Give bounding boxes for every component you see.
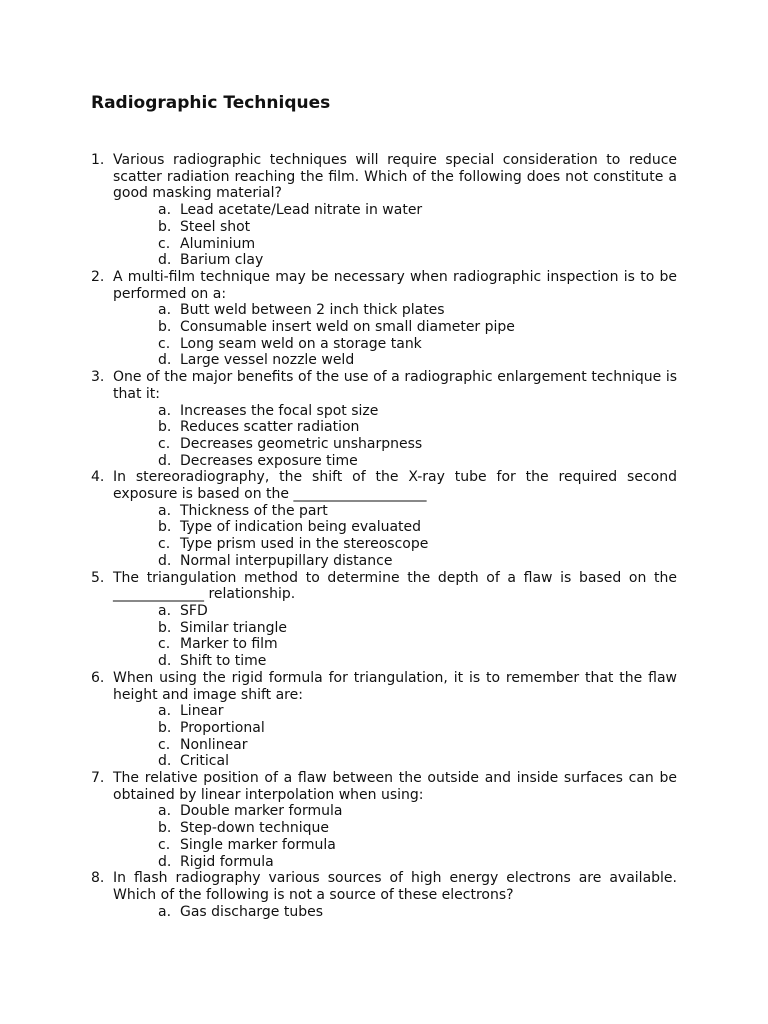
answer-option [158, 319, 677, 336]
question-list [91, 152, 677, 920]
answer-option [158, 636, 677, 653]
option-label: c. [158, 836, 171, 853]
answer-option [158, 737, 677, 754]
option-label: a. [158, 602, 172, 619]
answer-option [158, 837, 677, 854]
option-label: a. [158, 903, 172, 920]
answer-option [158, 436, 677, 453]
answer-option [158, 620, 677, 637]
answer-option [158, 302, 677, 319]
answer-option [158, 219, 677, 236]
option-label: c. [158, 235, 171, 252]
answer-option [158, 753, 677, 770]
option-text: Steel shot [180, 218, 251, 235]
option-label: c. [158, 335, 171, 352]
answer-option [158, 202, 677, 219]
answer-options [113, 603, 677, 670]
option-text: Decreases geometric unsharpness [180, 435, 423, 452]
option-text: SFD [180, 602, 208, 619]
question-item [91, 469, 677, 569]
option-text: Barium clay [180, 252, 264, 269]
question-number: 7. [91, 770, 105, 787]
question-text: When using the rigid formula for triangulation, it is to remember that the flaw height and image shift are: [113, 669, 677, 703]
option-text: Gas discharge tubes [180, 903, 324, 920]
option-text: Similar triangle [180, 619, 287, 636]
question-text: Various radiographic techniques will require special consideration to reduce scatter radiation reaching the film. Which of the following does not constitute a good masking material? [113, 152, 677, 202]
answer-option [158, 603, 677, 620]
option-text: Critical [180, 753, 229, 770]
question-text: The relative position of a flaw between the outside and inside surfaces can be obtained by linear interpolation when using: [113, 770, 677, 803]
option-text: Butt weld between 2 inch thick plates [180, 302, 445, 319]
answer-option [158, 803, 677, 820]
question-text: A multi-film technique may be necessary when radiographic inspection is to be performed on a: [113, 268, 677, 302]
question-number: 4. [91, 469, 105, 486]
question-item [91, 870, 677, 920]
option-text: Proportional [180, 719, 265, 736]
option-text: Step-down technique [180, 820, 329, 837]
answer-options [113, 503, 677, 570]
answer-option [158, 252, 677, 269]
option-text: Thickness of the part [180, 502, 328, 519]
option-label: b. [158, 419, 172, 436]
document-title: Radiographic Techniques [91, 93, 331, 113]
option-text: Double marker formula [180, 803, 343, 820]
question-number: 6. [91, 669, 105, 686]
option-text: Normal interpupillary distance [180, 552, 393, 569]
option-text: Decreases exposure time [180, 452, 358, 469]
option-label: d. [158, 352, 172, 369]
answer-options [113, 302, 677, 369]
option-label: a. [158, 302, 172, 319]
option-label: b. [158, 619, 172, 636]
option-text: Large vessel nozzle weld [180, 352, 355, 369]
option-label: b. [158, 218, 172, 235]
option-label: b. [158, 319, 172, 336]
question-item [91, 570, 677, 670]
option-label: b. [158, 719, 172, 736]
option-text: Marker to film [180, 636, 278, 653]
question-text: One of the major benefits of the use of a radiographic enlargement technique is that it: [113, 369, 677, 402]
option-label: d. [158, 552, 172, 569]
option-text: Shift to time [180, 653, 267, 670]
answer-option [158, 352, 677, 369]
question-item [91, 269, 677, 369]
option-label: c. [158, 536, 171, 553]
option-text: Single marker formula [180, 836, 336, 853]
option-label: d. [158, 653, 172, 670]
question-item [91, 770, 677, 870]
question-item [91, 152, 677, 269]
answer-option [158, 519, 677, 536]
answer-option [158, 453, 677, 470]
question-text: In flash radiography various sources of high energy electrons are available. Which of the following is not a source of these electrons? [113, 870, 677, 903]
option-text: Type prism used in the stereoscope [180, 536, 429, 553]
option-text: Lead acetate/Lead nitrate in water [180, 202, 423, 219]
option-label: c. [158, 636, 171, 653]
question-text: The triangulation method to determine the depth of a flaw is based on the _____________ relationship. [113, 569, 677, 603]
question-text: In stereoradiography, the shift of the X-ray tube for the required second exposure is based on the ___________________ [113, 469, 677, 503]
answer-options [113, 403, 677, 470]
question-number: 1. [91, 152, 105, 168]
answer-option [158, 403, 677, 420]
answer-option [158, 336, 677, 353]
answer-option [158, 720, 677, 737]
option-label: d. [158, 753, 172, 770]
answer-option [158, 653, 677, 670]
question-number: 2. [91, 268, 105, 285]
answer-option [158, 536, 677, 553]
option-label: d. [158, 452, 172, 469]
answer-option [158, 904, 677, 921]
answer-option [158, 503, 677, 520]
option-label: b. [158, 820, 172, 837]
option-text: Consumable insert weld on small diameter pipe [180, 319, 515, 336]
answer-option [158, 236, 677, 253]
question-number: 5. [91, 569, 105, 586]
answer-option [158, 553, 677, 570]
option-label: d. [158, 853, 172, 870]
answer-option [158, 820, 677, 837]
option-text: Increases the focal spot size [180, 402, 379, 419]
answer-option [158, 419, 677, 436]
option-text: Type of indication being evaluated [180, 519, 422, 536]
option-label: c. [158, 736, 171, 753]
option-text: Reduces scatter radiation [180, 419, 360, 436]
answer-option [158, 703, 677, 720]
option-label: b. [158, 519, 172, 536]
option-label: a. [158, 803, 172, 820]
answer-option [158, 854, 677, 871]
option-label: a. [158, 703, 172, 720]
question-number: 8. [91, 870, 105, 887]
question-number: 3. [91, 369, 105, 386]
answer-options [113, 803, 677, 870]
option-text: Nonlinear [180, 736, 248, 753]
option-label: d. [158, 252, 172, 269]
answer-options [113, 202, 677, 269]
question-item [91, 670, 677, 770]
option-text: Rigid formula [180, 853, 274, 870]
answer-options [113, 703, 677, 770]
option-label: a. [158, 202, 172, 219]
option-text: Linear [180, 703, 224, 720]
option-label: c. [158, 435, 171, 452]
option-text: Long seam weld on a storage tank [180, 335, 422, 352]
answer-options [113, 904, 677, 921]
option-text: Aluminium [180, 235, 256, 252]
option-label: a. [158, 502, 172, 519]
option-label: a. [158, 402, 172, 419]
question-item [91, 369, 677, 469]
